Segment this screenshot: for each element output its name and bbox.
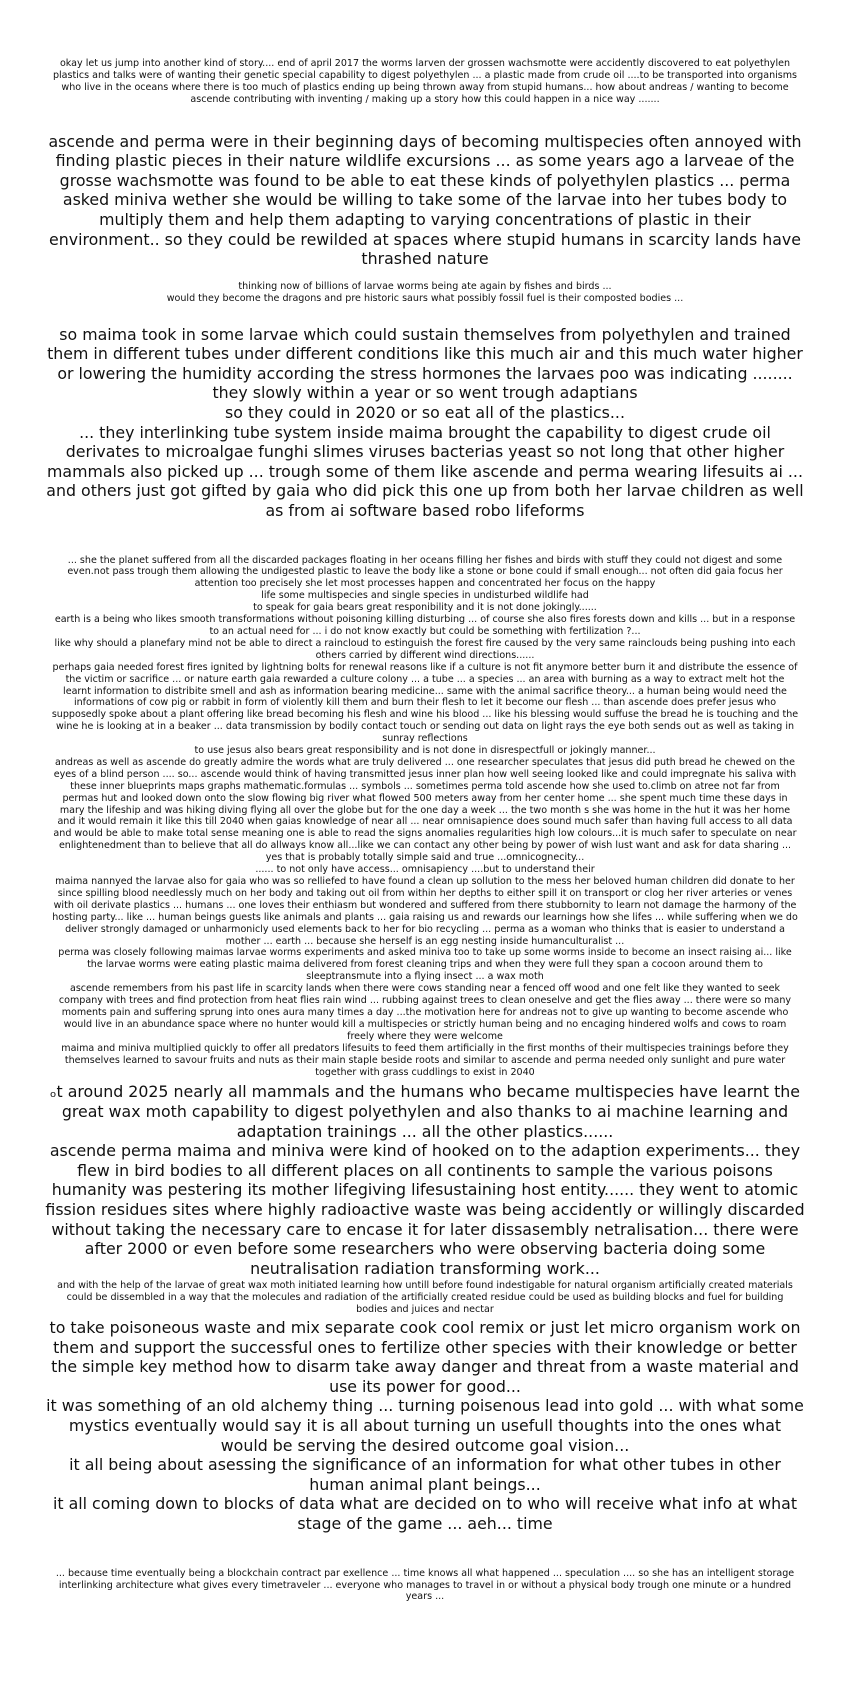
- paragraph-line: it was something of an old alchemy thing ... turning poisenous lead into gold ... with what some mystics eventually would say it is all about turning un usefull thoughts into the ones what would be serving the desired outcome goal vision...: [46, 1396, 804, 1455]
- paragraph-line: ₒt around 2025 nearly all mammals and the humans who became multispecies have learnt the great wax moth capability to digest polyethylen and also thanks to ai machine learning and adaptation trainings ... all the other plastics......: [49, 1082, 801, 1141]
- small-line: to use jesus also bears great responsibility and is not done in disrespectfull or jokingly manner...: [194, 745, 656, 757]
- small-text-block: [51, 555, 799, 1079]
- small-line: maima nannyed the larvae also for gaia who was so relliefed to have found a clean up sollution to the mess her beloved human children did donate to her since spilling blood needlessly much on her body and taking out oil from within her depths to either spill it on transport or clog her river arteries or venes with oil derivate plastics ... humans ... one loves their enthiasm but wondered and suffered from there stubbornity to learn not damage the harmony of the hosting party... like ... human beings guests like animals and plants ... gaia raising us and rewards our learnings how she lifes ... while suffering when we do deliver strongly damaged or unharmonicly used elements back to her for bio recycling ... perma as a woman who thinks that is easier to understand a mother ... earth ... because she herself is an egg nesting inside humanculturalist ...: [52, 876, 798, 947]
- paragraph-line: they slowly within a year or so went trough adaptians: [212, 383, 638, 403]
- small-line: to speak for gaia bears great responibility and it is not done jokingly......: [253, 602, 597, 614]
- intro-paragraph: [51, 58, 799, 106]
- outro-paragraph: [51, 1568, 799, 1604]
- paragraph-line: so maima took in some larvae which could sustain themselves from polyethylen and trained them in different tubes under different conditions like this much air and this much water higher or lowering the humidity according the stress hormones the larvaes poo was indicating ........: [47, 324, 803, 383]
- note-line: thinking now of billions of larvae worms being ate again by fishes and birds ...: [238, 280, 612, 292]
- paragraph-line: so they could in 2020 or so eat all of the plastics...: [225, 402, 625, 422]
- small-line: ...... to not only have access... omnisapiency ....but to understand their: [255, 864, 595, 876]
- small-line: ... she the planet suffered from all the discarded packages floating in her oceans filling her fishes and birds with stuff they could not digest and some even.not pass trough them allowing the undigested plastic to leave the body like a stone or bone could if small enough... not often did gaia focus her attention too precisely she let most processes happen and concentrated her focus on the happy: [67, 554, 783, 590]
- small-line: perma was closely following maimas larvae worms experiments and asked miniva too to take up some worms inside to become an insect raising ai... like the larvae worms were eating plastic maima delivered from forest cleaning trips and when they were full they span a cocoon around them to sleeptransmute into a flying insect ... a wax moth: [58, 947, 792, 983]
- small-line: perhaps gaia needed forest fires ignited by lightning bolts for renewal reasons like if a culture is not fit anymore better burn it and distribute the essence of the victim or sacrifice ... or nature earth gaia rewarded a culture colony ... a tube ... a species ... an area with burning as a way to extract melt hot the learnt information to distribite smell and ash as information bearing medicine... same with the animal sacrifice theory... a human being would need the informations of cow pig or rabbit in form of violently kill them and burn their flesh to let it become our flesh ... than ascende does prefer jesus who supposedly spoke about a plant offering like bread becoming his flesh and wine his blood ... like his blessing would suffuse the bread he is touching and the wine he is looking at in a beaker ... data transmission by bodily contact touch or sending out data on light rays the eye both sends out as well as taking in sunray reflections: [51, 661, 799, 745]
- wax-moth-note: [51, 1280, 799, 1316]
- small-line: and with the help of the larvae of great wax moth initiated learning how untill before found indestigable for natural organism artificially created materials could be dissembled in a way that the molecules and radiation of the artificially created residue could be used as building blocks and fuel for building bodies and juices and nectar: [57, 1280, 793, 1316]
- small-line: andreas as well as ascende do greatly admire the words what are truly delivered ... one researcher speculates that jesus did puth bread he chewed on the eyes of a blind person .... so... ascende would think of having transmitted jesus inner plan how well seeing looked like and could impregnate his saliva with these inner blueprints maps graphs mathematic.formulas ... symbols ... sometimes perma told ascende how she used to.climb on atree not far from permas hut and looked down onto the slow flowing big river what flowed 500 meters away from her center home ... she spent much time these days in mary the lifeship and was hiking diving flying all over the globe but for the one day a week ... the two month s she was home in the hut it was her home and it would remain it like this till 2040 when gaias knowledge of near all ... near omnisapience does sound much safer than having full access to all data and would be able to make total sense meaning one is able to read the signs anomalies regularities high low colours...it is much safer to speculate on near enlightenedment than to believe that all do allways know all...like we can contact any other being by power of wish lust want and ask for data sharing ... yes that is probably totally simple said and true ...omnicognecity...: [53, 756, 797, 864]
- small-line: life some multispecies and single species in undisturbed wildlife had: [261, 590, 589, 602]
- paragraph-line: to take poisoneous waste and mix separate cook cool remix or just let micro organism work on them and support the successful ones to fertilize other species with their knowledge or better the simple key method how to disarm take away danger and threat from a waste material and use its power for good...: [49, 1318, 801, 1396]
- paragraph-line: it all being about asessing the significance of an information for what other tubes in other human animal plant beings...: [69, 1455, 781, 1494]
- paragraph-ascende-perma: [45, 132, 805, 269]
- paragraph-2025: [45, 1082, 805, 1278]
- small-line: ascende remembers from his past life in scarcity lands when there were cows standing near a fenced off wood and one felt like they wanted to seek company with trees and find protection from heat flies rain wind ... rubbing against trees to clean oneselve and get the flies away ... there were so many moments pain and suffering sprung into ones aura many times a day ...the motivation here for andreas not to give up wanting to become ascende who would live in an abundance space where no hunter would kill a multispecies or strictly human being and no encaging hindered wolfs and cows to roam freely where they were welcome: [58, 983, 792, 1042]
- thinking-note: [51, 281, 799, 305]
- note-line: would they become the dragons and pre historic saurs what possibly fossil fuel is their composted bodies ...: [166, 292, 684, 304]
- outro-text: ... because time eventually being a blockchain contract par exellence ... time knows all what happened ... speculation .... so she has an intelligent storage interlinking architecture what gives every timetraveler ... everyone who manages to travel in or without a physical body trough one minute or a hundred years ...: [55, 1567, 795, 1603]
- paragraph-line: ... they interlinking tube system inside maima brought the capability to digest crude oil derivates to microalgae funghi slimes viruses bacterias yeast so not long that other higher mammals also picked up ... trough some of them like ascende and perma wearing lifesuits ai ... and others just got gifted by gaia who did pick this one up from both her larvae children as well as from ai software based robo lifeforms: [46, 422, 804, 520]
- paragraph-text: ascende and perma were in their beginning days of becoming multispecies often annoyed with finding plastic pieces in their nature wildlife excursions ... as some years ago a larveae of the grosse wachsmotte was found to be able to eat these kinds of polyethylen plastics ... perma asked miniva wether she would be willing to take some of the larvae into her tubes body to multiply them and help them adapting to varying concentrations of plastic in their environment.. so they could be rewilded at spaces where stupid humans in scarcity lands have thrashed nature: [48, 131, 802, 269]
- paragraph-maima: [45, 325, 805, 521]
- intro-text: okay let us jump into another kind of story.... end of april 2017 the worms larven der grossen wachsmotte were accidently discovered to eat polyethylen plastics and talks were of wanting their genetic special capability to digest polyethylen ... a plastic made from crude oil ....to be transported into organisms who live in the oceans where there is too much of plastics ending up being thrown away from stupid humans... how about andreas / wanting to become ascende contributing with inventing / making up a story how this could happen in a nice way .......: [52, 58, 798, 105]
- paragraph-alchemy: [45, 1318, 805, 1534]
- small-line: maima and miniva multiplied quickly to offer all predators lifesuits to feed them artificially in the first months of their multispecies trainings before they themselves learned to savour fruits and nuts as their main staple beside roots and similar to ascende and perma needed only sunlight and pure water together with grass cuddlings to exist in 2040: [61, 1042, 789, 1078]
- small-line: earth is a being who likes smooth transformations without poisoning killing disturbing ... of course she also fires forests down and kills ... but in a response to an actual need for ... i do not know exactly but could be something with fertilization ?...: [54, 614, 796, 637]
- small-line: like why should a planefary mind not be able to direct a raincloud to estinguish the forest fire caused by the very same rainclouds being pushing into each others carried by different wind directions......: [54, 637, 796, 661]
- paragraph-line: it all coming down to blocks of data what are decided on to who will receive what info at what stage of the game ... aeh... time: [52, 1494, 798, 1533]
- paragraph-line: ascende perma maima and miniva were kind of hooked on to the adaption experiments... they flew in bird bodies to all different places on all continents to sample the various poisons humanity was pestering its mother lifegiving lifesustaining host entity...... they went to atomic fission residues sites where highly radioactive waste was being accidently or willingly discarded without taking the necessary care to encase it for later dissasembly netralisation... there were after 2000 or even before some researchers who were observing bacteria doing some neutralisation radiation transforming work...: [45, 1141, 805, 1278]
